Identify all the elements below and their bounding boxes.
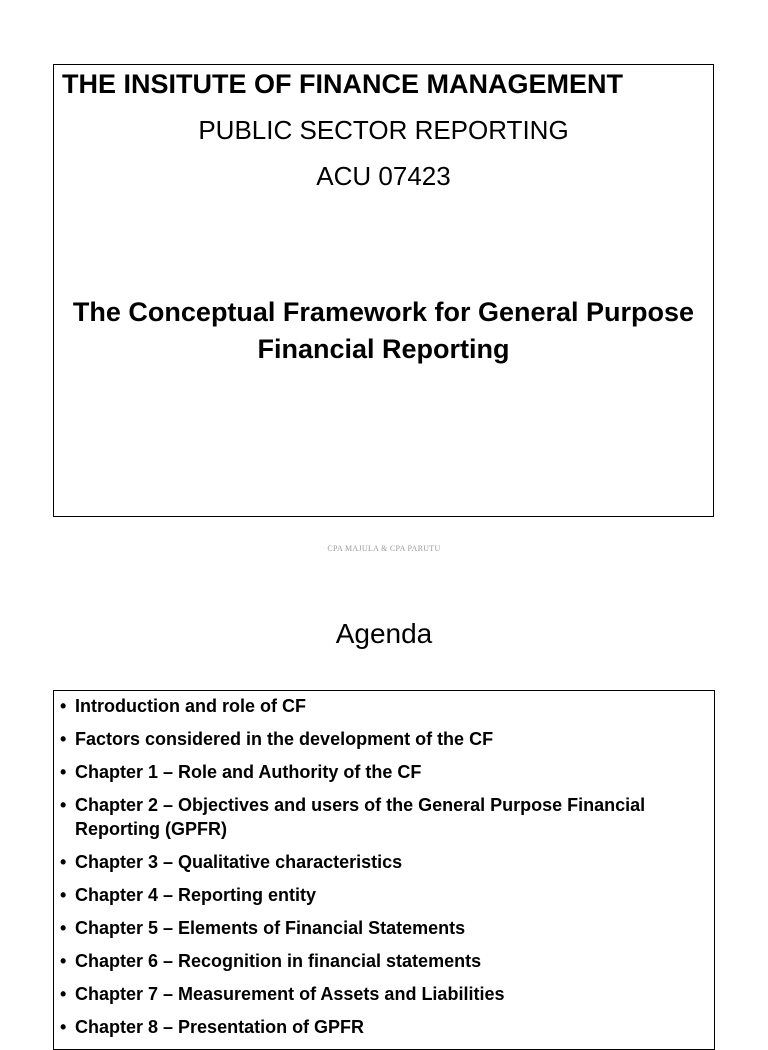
slide-footer-authors: CPA MAJULA & CPA PARUTU (327, 544, 441, 553)
agenda-item (60, 1015, 704, 1039)
agenda-item-text: Chapter 1 – Role and Authority of the CF (75, 762, 422, 782)
agenda-item-text: Chapter 2 – Objectives and users of the General Purpose Financial Reporting (GPFR) (75, 795, 646, 839)
agenda-item-text: Chapter 5 – Elements of Financial Statements (75, 918, 466, 938)
bullet-icon: • (60, 984, 67, 1004)
agenda-item-text: Introduction and role of CF (75, 696, 306, 716)
title-slide (53, 64, 714, 517)
agenda-item-text: Chapter 4 – Reporting entity (75, 885, 317, 905)
agenda-heading: Agenda (335, 618, 433, 649)
agenda-item (60, 727, 704, 751)
agenda-item (60, 793, 704, 841)
course-name: PUBLIC SECTOR REPORTING (198, 115, 569, 145)
agenda-item (60, 760, 704, 784)
bullet-icon: • (60, 696, 67, 716)
bullet-icon: • (60, 951, 67, 971)
bullet-icon: • (60, 729, 67, 749)
bullet-icon: • (60, 762, 67, 782)
agenda-item-text: Chapter 8 – Presentation of GPFR (75, 1017, 365, 1037)
bullet-icon: • (60, 885, 67, 905)
agenda-item (60, 850, 704, 874)
bullet-icon: • (60, 1017, 67, 1037)
agenda-list (54, 691, 714, 1039)
agenda-slide (53, 690, 715, 1050)
bullet-icon: • (60, 918, 67, 938)
agenda-item (60, 982, 704, 1006)
course-code: ACU 07423 (316, 161, 451, 191)
agenda-item-text: Chapter 6 – Recognition in financial statements (75, 951, 482, 971)
agenda-item (60, 949, 704, 973)
presentation-title: The Conceptual Framework for General Purpose Financial Reporting (72, 297, 695, 364)
agenda-item (60, 694, 704, 718)
institute-name: THE INSITUTE OF FINANCE MANAGEMENT (62, 69, 623, 99)
agenda-item-text: Factors considered in the development of the CF (75, 729, 494, 749)
agenda-item-text: Chapter 3 – Qualitative characteristics (75, 852, 403, 872)
agenda-item (60, 883, 704, 907)
bullet-icon: • (60, 795, 67, 815)
agenda-item-text: Chapter 7 – Measurement of Assets and Liabilities (75, 984, 505, 1004)
agenda-item (60, 916, 704, 940)
bullet-icon: • (60, 852, 67, 872)
